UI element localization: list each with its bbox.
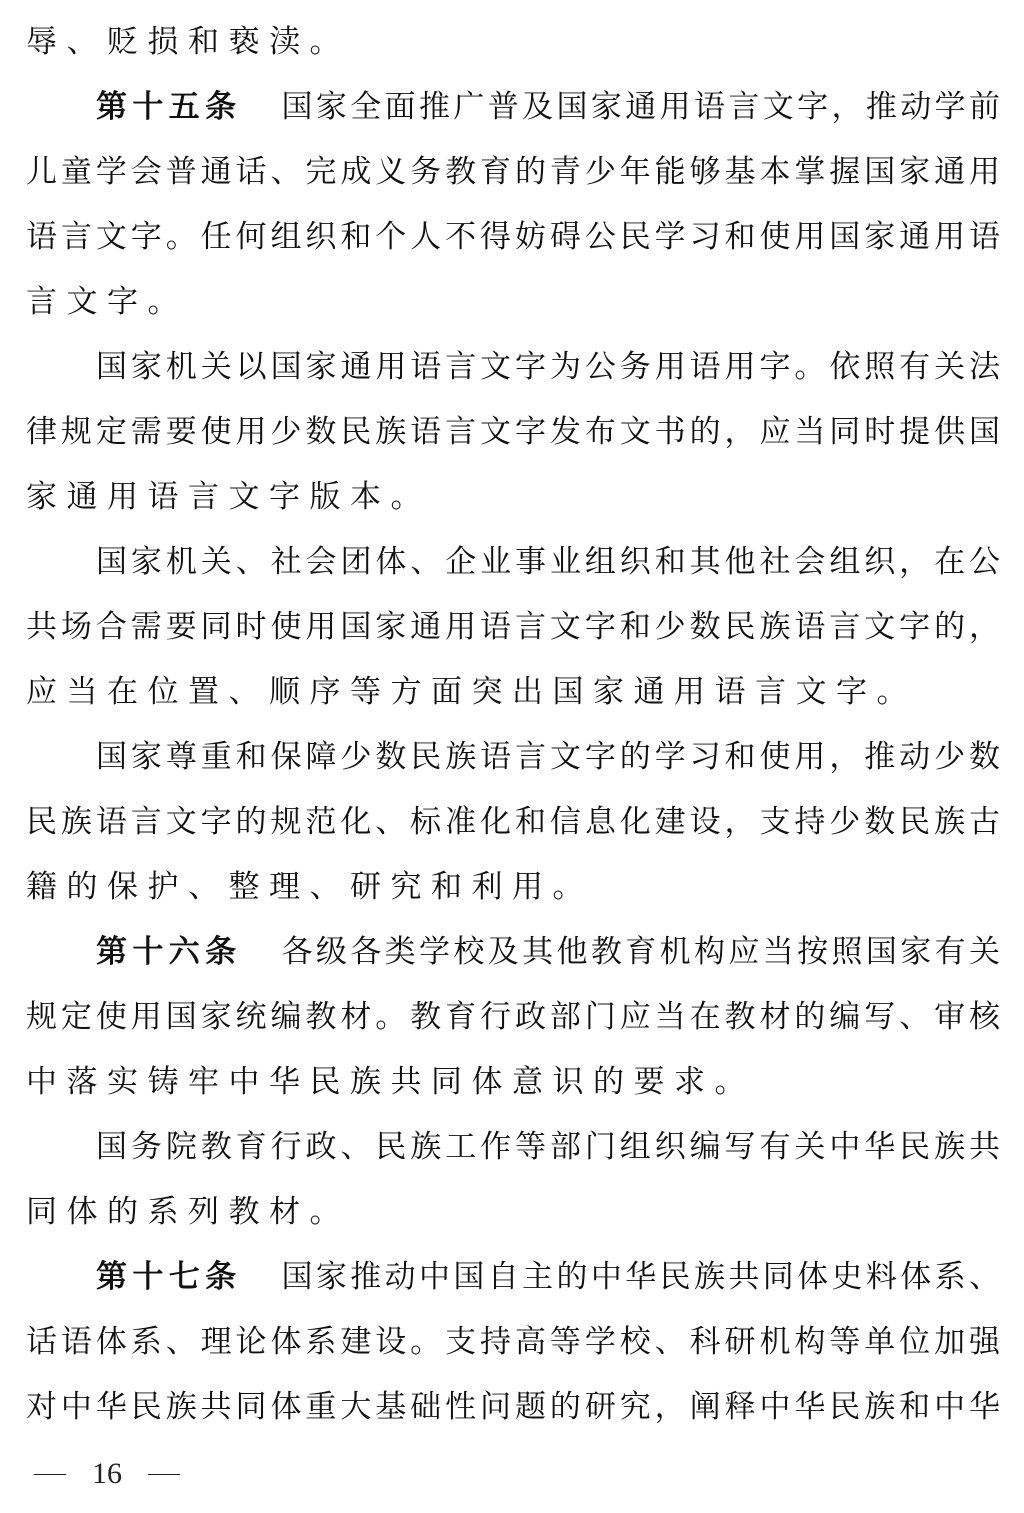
text-line: 儿童学会普通话、完成义务教育的青少年能够基本掌握国家通用	[26, 154, 1000, 190]
text-line: 语言文字。任何组织和个人不得妨碍公民学习和使用国家通用语	[26, 219, 1000, 255]
article-title: 第十七条	[96, 1259, 242, 1295]
text-line: 对中华民族共同体重大基础性问题的研究，阐释中华民族和中华	[26, 1389, 1000, 1425]
right-dash	[148, 1474, 180, 1475]
paragraph-first-line: 国家机关以国家通用语言文字为公务用语用字。依照有关法	[96, 349, 1000, 385]
paragraph-first-line: 国家机关、社会团体、企业事业组织和其他社会组织，在公	[96, 544, 1000, 580]
article-title: 第十六条	[96, 934, 242, 970]
article-15-first-line: 第十五条 国家全面推广普及国家通用语言文字，推动学前	[96, 89, 1000, 125]
paragraph-first-line: 国务院教育行政、民族工作等部门组织编写有关中华民族共	[96, 1129, 1000, 1165]
text-line: 辱、贬损和亵渎。	[26, 24, 350, 60]
page-number: 16	[92, 1457, 122, 1490]
text-line: 民族语言文字的规范化、标准化和信息化建设，支持少数民族古	[26, 804, 1000, 840]
article-16-first-line: 第十六条 各级各类学校及其他教育机构应当按照国家有关	[96, 934, 1000, 970]
text-line: 家通用语言文字版本。	[26, 479, 431, 515]
text-line: 中落实铸牢中华民族共同体意识的要求。	[26, 1064, 755, 1100]
text-line: 规定使用国家统编教材。教育行政部门应当在教材的编写、审核	[26, 999, 1000, 1035]
text-line: 同体的系列教材。	[26, 1194, 350, 1230]
text-line: 共场合需要同时使用国家通用语言文字和少数民族语言文字的，	[26, 609, 1000, 645]
page-footer	[34, 1454, 180, 1494]
text-line: 话语体系、理论体系建设。支持高等学校、科研机构等单位加强	[26, 1324, 1000, 1360]
text-line: 籍的保护、整理、研究和利用。	[26, 869, 593, 905]
text-line: 应当在位置、顺序等方面突出国家通用语言文字。	[26, 674, 917, 710]
article-17-first-line: 第十七条 国家推动中国自主的中华民族共同体史料体系、	[96, 1259, 1000, 1295]
text-line: 言文字。	[26, 284, 188, 320]
text-line: 律规定需要使用少数民族语言文字发布文书的，应当同时提供国	[26, 414, 1000, 450]
paragraph-first-line: 国家尊重和保障少数民族语言文字的学习和使用，推动少数	[96, 739, 1000, 775]
article-title: 第十五条	[96, 89, 242, 125]
left-dash	[34, 1474, 66, 1475]
